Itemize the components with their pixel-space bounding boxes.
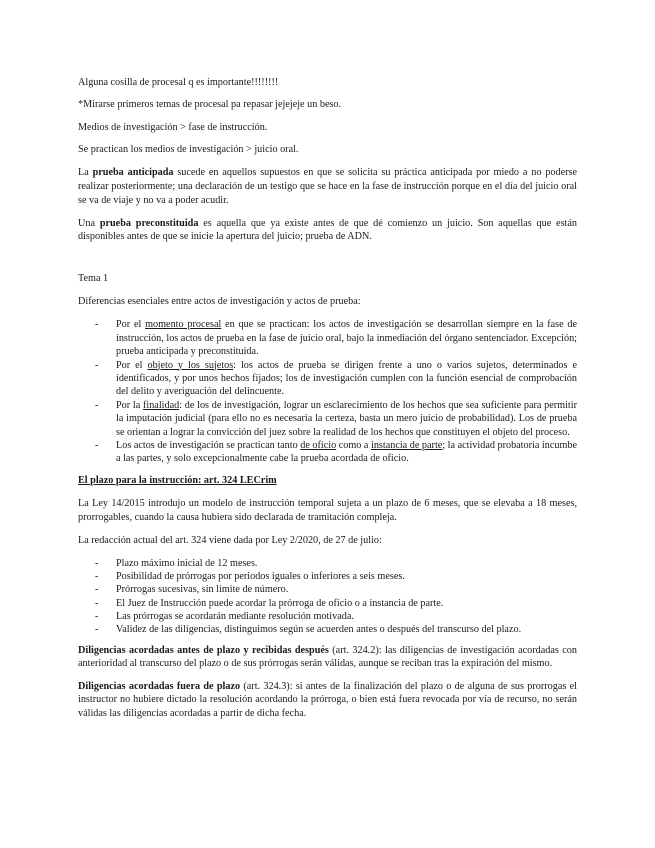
prueba-preconstituida-pre: Una xyxy=(78,217,100,229)
plazo-item: - Validez de las diligencias, distinguimos según se acuerden antes o después del transcurso del plazo. xyxy=(116,623,577,636)
intro-line-1: Alguna cosilla de procesal q es importante!!!!!!!! xyxy=(78,77,279,88)
item-text: : de los de investigación, lograr un esclarecimiento de los hechos que sea suficiente para permitir la imputación judicial (para ello no es necesaria la certeza, basta un mero juicio de probabilidad). Los de prueba se orientan a lograr la convicción del juez sobre la realidad de los hechos que constituyen el objeto del proceso. xyxy=(116,399,577,438)
item-underlined: objeto y los sujetos xyxy=(147,359,234,371)
item-pre: Por el xyxy=(116,319,146,331)
diligencias-fuera-paragraph xyxy=(78,680,577,720)
plazo-item: - Las prórrogas se acordarán mediante resolución motivada. xyxy=(116,610,577,623)
item-underlined: de oficio xyxy=(300,439,337,451)
plazo-item: - Posibilidad de prórrogas por periodos iguales o inferiores a seis meses. xyxy=(116,570,577,583)
item-mid: como a xyxy=(336,439,371,451)
item-pre: Por la xyxy=(116,399,143,411)
intro-line-3: Medios de investigación > fase de instrucción. xyxy=(78,121,268,133)
prueba-anticipada-pre: La xyxy=(78,167,93,179)
item-underlined-2: instancia de parte xyxy=(371,439,443,451)
item-text: ; la actividad probatoria incumbe a las partes, y solo excepcionalmente cabe la prueba acordada de oficio. xyxy=(116,439,577,465)
diligencias-fuera-term: Diligencias acordadas fuera de plazo xyxy=(78,681,241,693)
diferencias-item-oficio xyxy=(116,439,577,466)
diferencias-item-objeto xyxy=(116,359,577,399)
item-text: : los actos de prueba se dirigen frente a uno o varios sujetos, determinados e identificados, y por unos hechos fijados; los de investigación cumplen con la función esencial de comprobación del delito y averiguación del delincuente. xyxy=(116,359,577,398)
intro-line-4: Se practican los medios de investigación > juicio oral. xyxy=(78,144,299,156)
diligencias-antes-text: (art. 324.2): las diligencias de investigación acordadas con anterioridad al transcurso del plazo o de sus prórrogas serán válidas, aunque se reciban tras la expiración del mismo. xyxy=(78,645,577,670)
item-pre: Por el xyxy=(116,359,148,371)
plazo-item: - El Juez de Instrucción puede acordar la prórroga de oficio o a instancia de parte. xyxy=(116,597,577,610)
prueba-anticipada-paragraph xyxy=(78,166,577,207)
plazo-heading: El plazo para la instrucción: art. 324 LECrim xyxy=(78,474,277,486)
diferencias-item-finalidad xyxy=(116,399,577,439)
tema-title: Tema 1 xyxy=(78,272,109,284)
item-underlined: finalidad xyxy=(142,399,180,411)
item-underlined: momento procesal xyxy=(145,319,222,331)
prueba-preconstituida-term: prueba preconstituida xyxy=(99,217,199,229)
prueba-preconstituida-paragraph xyxy=(78,217,577,244)
tema-intro: Diferencias esenciales entre actos de investigación y actos de prueba: xyxy=(78,296,361,308)
plazo-item: - Prórrogas sucesivas, sin límite de número. xyxy=(116,583,577,596)
plazo-paragraph-1: La Ley 14/2015 introdujo un modelo de instrucción temporal sujeta a un plazo de 6 meses, que se elevaba a 18 meses, prorrogables, cuando la causa hubiera sido declarada de tramitación compleja. xyxy=(78,497,577,523)
diligencias-fuera-text: (art. 324.3): si antes de la finalización del plazo o de alguna de sus prorrogas el instructor no hubiere dictado la resolución acordando la prórroga, o bien está fuera revocada por vía de recurso, no serán válidas las diligencias acordadas a partir de dicha fecha. xyxy=(78,681,577,719)
diligencias-antes-term: Diligencias acordadas antes de plazo y recibidas después xyxy=(78,645,329,657)
plazo-list xyxy=(78,557,577,636)
plazo-item: - Plazo máximo inicial de 12 meses. xyxy=(116,557,577,570)
diligencias-antes-paragraph xyxy=(78,644,577,670)
prueba-anticipada-term: prueba anticipada xyxy=(92,167,174,179)
diferencias-list xyxy=(78,318,577,465)
section-spacer xyxy=(78,244,577,272)
prueba-anticipada-text: sucede en aquellos supuestos en que se solicita su práctica anticipada por miedo a no poderse realizar posteriormente; una declaración de un testigo que se hace en la fase de instrucción porque en el día del juicio oral se va de viaje y no va a poder acudir. xyxy=(78,167,577,206)
diferencias-item-momento xyxy=(116,318,577,358)
item-text: en que se practican: los actos de investigación se desarrollan siempre en la fase de instrucción, los actos de prueba en la fase de juicio oral, bajo la inmediación del órgano sentenciador. Excepción; prueba anticipada y preconstituida. xyxy=(116,319,578,358)
prueba-preconstituida-text: es aquella que ya existe antes de que dé comienzo un juicio. Son aquellas que están disponibles antes de que se inicie la apertura del juicio; prueba de ADN. xyxy=(78,217,577,243)
intro-line-2: *Mirarse primeros temas de procesal pa repasar jejejeje un beso. xyxy=(78,99,342,111)
item-pre: Los actos de investigación se practican tanto xyxy=(116,439,301,451)
plazo-paragraph-2: La redacción actual del art. 324 viene dada por Ley 2/2020, de 27 de julio: xyxy=(78,534,382,546)
